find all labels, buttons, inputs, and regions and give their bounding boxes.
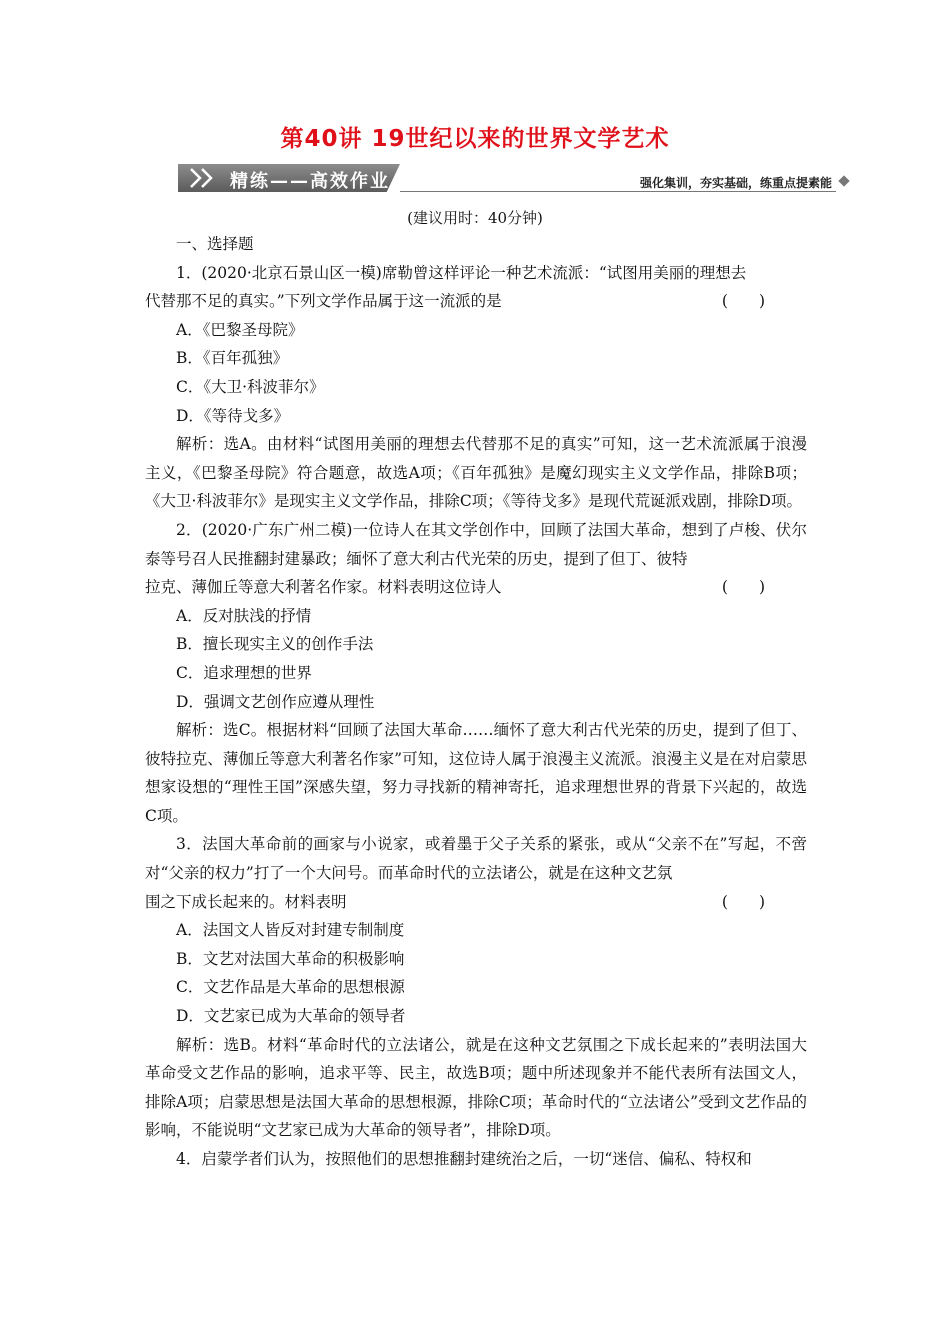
q1-option-d: D．《等待戈多》 bbox=[176, 406, 290, 425]
q4-stem-line1: 4．启蒙学者们认为，按照他们的思想推翻封建统治之后，一切“迷信、偏私、特权和 bbox=[176, 1150, 752, 1168]
q1-stem-line2 bbox=[145, 287, 807, 316]
answer-blank: ( ) bbox=[721, 892, 765, 911]
suggested-time: (建议用时：40分钟) bbox=[407, 209, 543, 227]
q3-stem-line1: 3．法国大革命前的画家与小说家，或着墨于父子关系的紧张，或从“父亲不在”写起，不啻对“父亲的权力”打了一个大问号。而革命时代的立法诸公，就是在这种文艺氛 bbox=[145, 835, 807, 883]
banner-label-b: 练 bbox=[250, 171, 270, 192]
diamond-icon bbox=[838, 175, 849, 186]
q1-stem-line1: 1．(2020·北京石景山区一模)席勒曾这样评论一种艺术流派：“试图用美丽的理想去 bbox=[176, 263, 747, 282]
section-banner bbox=[178, 164, 850, 194]
answer-blank: ( ) bbox=[721, 292, 765, 311]
section-heading: 一、选择题 bbox=[176, 235, 254, 253]
q2-stem-text: 拉克、薄伽丘等意大利著名作家。材料表明这位诗人 bbox=[145, 578, 502, 597]
q1-option-b: B．《百年孤独》 bbox=[176, 349, 289, 368]
q1-analysis: 解析：选A。由材料“试图用美丽的理想去代替那不足的真实”可知，这一艺术流派属于浪漫主义，《巴黎圣母院》符合题意，故选A项；《百年孤独》是魔幻现实主义文学作品，排除B项；《大卫·科波菲尔》是现实主义文学作品，排除C项；《等待戈多》是现代荒诞派戏剧，排除D项。 bbox=[145, 435, 807, 511]
answer-blank: ( ) bbox=[721, 578, 765, 597]
banner-rule bbox=[400, 191, 836, 192]
q3-option-d: D．文艺家已成为大革命的领导者 bbox=[176, 1007, 406, 1026]
q3-option-c: C．文艺作品是大革命的思想根源 bbox=[176, 978, 405, 997]
q2-stem-line1: 2．(2020·广东广州二模)一位诗人在其文学创作中，回顾了法国大革命，想到了卢梭、伏尔泰等号召人民推翻封建暴政；缅怀了意大利古代光荣的历史，提到了但丁、彼特 bbox=[145, 520, 807, 568]
q2-option-b: B．擅长现实主义的创作手法 bbox=[176, 635, 374, 654]
q1-option-c: C．《大卫·科波菲尔》 bbox=[176, 377, 325, 396]
lesson-title: 第40讲 19世纪以来的世界文学艺术 bbox=[280, 126, 670, 152]
q2-option-d: D．强调文艺创作应遵从理性 bbox=[176, 692, 375, 711]
q3-option-a: A．法国文人皆反对封建专制制度 bbox=[176, 921, 405, 940]
q2-option-c: C．追求理想的世界 bbox=[176, 663, 312, 682]
banner-tagline: 强化集训，夯实基础，练重点提素能 bbox=[639, 176, 832, 190]
question-list bbox=[145, 230, 807, 1174]
q2-stem-line2 bbox=[145, 573, 807, 602]
banner-label bbox=[230, 167, 390, 193]
q3-stem-text: 围之下成长起来的。材料表明 bbox=[145, 892, 347, 911]
banner-label-a: 精 bbox=[230, 171, 250, 192]
q2-option-a: A．反对肤浅的抒情 bbox=[176, 606, 312, 625]
q3-stem-line2 bbox=[145, 888, 807, 917]
q1-stem-text: 代替那不足的真实。”下列文学作品属于这一流派的是 bbox=[145, 292, 502, 311]
q2-analysis: 解析：选C。根据材料“回顾了法国大革命……缅怀了意大利古代光荣的历史，提到了但丁、彼特拉克、薄伽丘等意大利著名作家”可知，这位诗人属于浪漫主义流派。浪漫主义是在对启蒙思想家设想的“理性王国”深感失望，努力寻找新的精神寄托，追求理想世界的背景下兴起的，故选C项。 bbox=[145, 721, 807, 825]
q3-option-b: B．文艺对法国大革命的积极影响 bbox=[176, 949, 405, 968]
double-chevron-icon bbox=[188, 167, 228, 189]
q1-option-a: A．《巴黎圣母院》 bbox=[176, 320, 304, 339]
q3-analysis: 解析：选B。材料“革命时代的立法诸公，就是在这种文艺氛围之下成长起来的”表明法国大革命受文艺作品的影响，追求平等、民主，故选B项；题中所述现象并不能代表所有法国文人，排除A项；启蒙思想是法国大革命的思想根源，排除C项；革命时代的“立法诸公”受到文艺作品的影响，不能说明“文艺家已成为大革命的领导者”，排除D项。 bbox=[145, 1035, 807, 1140]
banner-label-rest: ——高效作业 bbox=[270, 171, 390, 192]
